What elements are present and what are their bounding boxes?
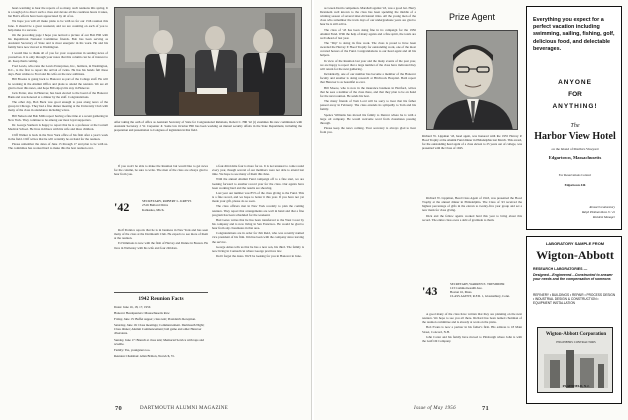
left-folio-number: 70 xyxy=(115,405,123,412)
prize-agent-headline: Prize Agent xyxy=(448,12,496,22)
reunion-fact-item: Saturday, June 16: Class meetings; Commencement. Dartmouth Night; Class dinner; Alumni Commencement; ball game and other Hanover diversions. xyxy=(114,323,205,336)
state-department-photo xyxy=(114,7,302,116)
right-page-column-2-body: A good many of the class have written that they are planning on the next reunion. We hope to see you all there. Richard has been named chairman of the reunion committee and is already at work on the plans. Bob Evans is now a partner in his father's firm. His address is 18 Main Street, Concord, N.H. John Carter and his family have moved to Pittsburgh where John is with the Gulf Oil Company. xyxy=(422,312,522,343)
left-page-column-2-body: Rolf Prentice reports that he is in business in New York and has seen many of the class at the Dartmouth Club. He expects to see more of them at the reunion. Ed Simmons is now with the firm of Harvey and Dunne in Boston. He lives in Wellesley with his wife and four children. xyxy=(114,228,208,250)
harbor-view-the: The xyxy=(570,123,580,129)
left-page xyxy=(0,0,312,420)
class-43-city: Boston 16, Mass. xyxy=(450,290,473,295)
class-42-address: 2516 Ballard Drive xyxy=(142,203,169,208)
reunion-fact-item: Hanover Headquarters: Massachusetts Row xyxy=(114,311,170,316)
class-43-agent: CLASS AGENT, R.F.D. 1, Glastonbury, Conn. xyxy=(450,294,510,299)
harbor-view-town: Edgartown, Massachusetts xyxy=(548,155,602,160)
left-page-column-1: heart-warming to hear the reports of so many, such reunions this spring. It is a tough job to direct such a class and devote all the countless hours it takes, but Bob's efforts have been appreciated by all of us. We hope you will all make plans to be with us for our 15th reunion this June. It should be a great weekend, and we are counting on each of you to help make it a success. On the preceding page I hope you noticed a picture of our Bob Hill with his Republican National Committee friends. Bob has been serving as Assistant Secretary of State and is most energetic in his work. He and his family have now moved to Washington. I would like to thank all of you for your cooperation in sending news of yourselves. It is only through your notes that this column can be of interest to all. Keep them coming. Fred Lewis, who runs the Lewis Enterprises, Inc., builders, in Washington, D.C., is the first to report the arrival of twins. He has his hands full these days. Best wishes to Fred and his wife on the new additions. Bill Brooks is going back to Hanover as part of the College staff. He will be working in the Alumni Office and plans to attend the reunion. We are all glad to hear this news, and hope Bill enjoys his stay in Hanover. Jack Potter, also in Hanover, has been elected to the board of the Hanover Bank and was honored at a dinner by the staff. Congratulations. The other day, Bob Beck was good enough to pass along news of the group in Chicago. They had a fine dinner meeting at the University Club with many of the class in attendance including wives. Bill Nelson and Bob Mills report having a fine time at a recent gathering in New York. They continue to be among our most loyal supporters. Dr. George Sanborn is happy to report that he is a professor at the Cornell Medical School. He lives in Ithaca with his wife and three children. Cliff Walker is back in the New York office of his firm after a year's work in the field. Cliff writes that he will certainly be on hand for the reunion. Please remember the dates of June 15 through 17 and plan to be with us. The committee has worked hard to make this the best reunion ever. xyxy=(8,6,108,150)
right-folio-number: 71 xyxy=(482,405,490,412)
lippman-portrait-caption: Richard W. Lippman '43, head agent, was honored with the 1955 Harvey P. Hood Trophy at the Alumni Fund dinner in Philadelphia last March. This award, for the outstanding head agent of a class eleven to 25 years out of college, was presented with the Class of 1943. xyxy=(422,134,522,150)
wigton-kicker: LABORATORY SAMPLE FROM xyxy=(545,241,605,246)
harbor-view-hotel-name: Harbor View Hotel xyxy=(534,131,616,142)
right-page-column-1: as Green Dorm companion. Marshall against '43, was a good bet. Harry Dzennom well known to the class has been spending the middle of a winning season of several inter-divisional titles. All the young men of the class who remember the track days of our undergraduate years are glad to hear he is still active. The class of '43 has been doing fine in its campaign for the 1956 Alumni Fund. With the help of many agents and a fine spirit, the totals are well ahead of last year. The "Dip" is doing its fine work. The class is proud to have been awarded the Harvey P. Hood Trophy for outstanding work, one of the most coveted honors of the Fund. Congratulations to our head agent and all his helpers. In view of the Reunion last year and the many events of the past year, we are happy to report that a large number of the class have indicated they will return for the next gathering. Incidentally, one of our number has become a member of the Hanover faculty and another is doing research at Hitchcock Hospital. Both report that Hanover is as beautiful as ever. Bill Moore, who is now in the insurance business in Hartford, writes that he sees a number of the class there, and that they plan to be on hand for the next reunion. He sends his best. The many friends of Tom Lord will be sorry to hear that his father passed away in February. The class extends its sympathy to Tom and his family. Spence Williams has moved his family to Denver where he is with a large oil company. He would welcome word from classmates passing through. Please keep the news coming. Your secretary is always glad to hear from you. xyxy=(320,6,416,135)
left-folio-title: DARTMOUTH ALUMNI MAGAZINE xyxy=(140,406,229,411)
wigton-abbott-ad xyxy=(526,236,622,404)
harbor-view-for: FOR xyxy=(568,91,582,98)
harbor-view-agent-name: Ralph Pinkham Ross Jr. '41 xyxy=(581,210,615,214)
harbor-view-agent-title: Resident Manager xyxy=(592,215,615,219)
class-43-header xyxy=(422,280,522,310)
wigton-motto: Designed—Engineered—Constructed to answer your needs and the compensation of someone. xyxy=(533,273,613,282)
harbor-view-phone: Edgartown 446 xyxy=(564,183,586,187)
wigton-subtitle: RESEARCH LABORATORIES — xyxy=(533,267,588,271)
lippman-portrait xyxy=(426,30,518,130)
wigton-logo-city: PLAINFIELD, N.J. xyxy=(562,384,590,388)
reunion-fact-item: Sunday, June 17: Brunch at class tent; Memorial Service with taps and reveille. xyxy=(114,337,204,346)
reunion-fact-item: Dates: June 16, 18, 17, 1956 xyxy=(114,305,151,309)
harbor-view-tagline: Everything you expect for a perfect vacation including swimming, sailing, fishing, golf, delicious food, and delectable beverages. xyxy=(533,17,615,52)
reunion-fact-item: Reunion Chairman: Allen Britton, Norwich, Vt. xyxy=(114,353,175,358)
class-42-city: Kalkaska, Mich. xyxy=(142,207,165,212)
lippman-portrait-image xyxy=(427,31,518,130)
class-42-secretary: SECRETARY, ROBERT L. KREYS xyxy=(142,199,192,203)
state-department-photo-image xyxy=(115,8,302,116)
class-42-year: '42 xyxy=(114,200,130,214)
wigton-logo-sub: ENGINEERS CONTRACTORS xyxy=(556,340,596,344)
reunion-facts-title: 1942 Reunion Facts xyxy=(138,296,184,302)
class-42-header xyxy=(114,196,208,224)
harbor-view-anything: ANYTHING! xyxy=(552,103,598,110)
class-43-year: '43 xyxy=(422,284,438,298)
right-page-column-2: Richard W. Lippman, Head Class Agent of 1943, was presented the Hood Trophy at the annual dinner in Philadelphia. The Class of '43 received the highest percentage of gifts in the eleven to twenty-five year group and set a new mark for class giving. Dick and the fellow agents worked hard this year to bring about this record. The entire class owes a debt of gratitude to them. xyxy=(422,196,522,222)
reunion-facts-box xyxy=(114,292,208,404)
wigton-logo xyxy=(537,327,613,393)
harbor-view-agent: Research Laboratory xyxy=(589,205,615,209)
class-43-address: 123 Commonwealth Ave. xyxy=(450,286,483,291)
wigton-name: Wigton-Abbott xyxy=(536,248,614,262)
reunion-fact-item: Family: Yes, youngsters too. xyxy=(114,347,151,352)
harbor-view-location: on the Island of Martha's Vineyard xyxy=(551,147,599,151)
harbor-view-reservations: For Reservations Contact xyxy=(558,173,592,177)
left-page-column-3: a four-third-time four is more for us. It is not unusual to come round every year, though several of our members were not able to attend last time. We hope to see many of them this June. With the annual Alumni Fund campaign off to a fine start, we are looking forward to another record year for the class. Our agents have been working hard and the results are showing. Last year our number was 85% of the class giving to the Fund. This is a fine record, and we hope to better it this year. If you have not yet made your gift, please do so soon. The class officers met in New York recently to plan the coming reunion. They report that arrangements are well in hand and that a fine program has been scheduled for the weekend. Bud Gates writes that he has been transferred to the West Coast by his company and is now living in San Francisco. He would be glad to hear from any classmates in that area. Congratulations are in order for Jim Reid, who was recently named vice president of his firm. Jim has been with the company since leaving the service. George Ames tells us that he has a new son, his third. The family is now living in Connecticut where George practices law. Don't forget the dates. We'll be looking for you in Hanover in June. xyxy=(212,164,304,259)
class-43-secretary: SECRETARY, WARREN E. TRESIDDER xyxy=(450,282,505,286)
reunion-fact-item: Friday, June 15: Buffet supper; class tent; President's Reception. xyxy=(114,317,196,322)
wigton-services: REFINERY • BUILDINGS • REPAIR • PROCESS DESIGN • INDUSTRIAL DESIGN & CONSTRUCTION • EQUIPMENT INSTALLATION xyxy=(533,293,616,306)
left-page-column-2: If you won't be able to make the Reunion but would like to get news for the column, be sure to write. The men of the class are always glad to hear from you. xyxy=(114,164,208,177)
state-department-photo-caption: After taking the oath of office as Assistant Secretary of State for Congressional Relations, Robert C. Hill '42 (r) examines his new commission with Assistant Secretary J. W. Carpenter Jr. Some law October Hill has been working on mutual security affairs in the State Department, including the preparation and presentation to Congress of legislation in that field. xyxy=(114,120,302,132)
harbor-view-anyone: ANYONE xyxy=(558,79,592,86)
right-page xyxy=(314,0,628,420)
wigton-logo-name: Wigton-Abbott Corporation xyxy=(545,332,607,337)
harbor-view-hotel-ad xyxy=(526,6,622,230)
right-folio-title: Issue of May 1956 xyxy=(414,406,456,411)
